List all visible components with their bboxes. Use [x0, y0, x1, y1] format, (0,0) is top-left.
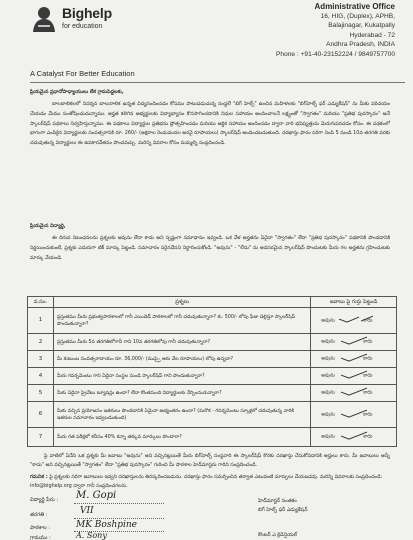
tick-mark-icon	[337, 369, 375, 381]
tick-mark-icon	[337, 430, 375, 442]
row-question: మీకు ఏదైనా ప్రైవేటు ట్యూషన్లు ఉందా? లేదా కొంతమంది విద్యార్థులకు నేర్పించుచున్నారా?	[53, 385, 310, 402]
school-field[interactable]: MK Boshpine	[76, 520, 138, 530]
col-header-answer: జవాబు పై గుర్తు పెట్టండి	[311, 297, 397, 308]
tick-mark-icon	[337, 335, 375, 347]
office-address	[276, 2, 395, 60]
table-row	[28, 351, 397, 368]
student-greeting: ప్రియమైన విద్యార్థి,	[30, 223, 66, 229]
row-number: 5	[28, 385, 54, 402]
student-name-field[interactable]: M. Gopi	[76, 490, 117, 501]
answer-yes[interactable]: అవును	[321, 318, 335, 323]
row-question: మీకు వచ్చిన ప్రయోజనం ఇతరులు పొందడానికి ఏమైనా అభ్యంతరం ఉందా? (మరొక - గవర్నమెంటు స్కూళ్లలో చదువుతున్న వారికి ఇతరుల సమాచారం ఇవ్వబడుతుంది)	[53, 402, 310, 428]
header-divider	[30, 82, 405, 83]
answer-no[interactable]: కాదు	[363, 373, 373, 379]
answer-yes[interactable]: అవును	[321, 412, 335, 417]
student-name-line	[74, 503, 164, 504]
class-field[interactable]: VII	[80, 506, 94, 516]
row-question: ప్రస్తుతము మీరు 5వ తరగతిలోగానీ గాని 10వ తరగతిలోపు గానీ చదువుతున్నారా?	[53, 334, 310, 351]
table-row	[28, 368, 397, 385]
phone-line: Phone : +91-40-23152224 / 9849757700	[276, 50, 395, 58]
row-number: 1	[28, 308, 54, 334]
answer-cell[interactable]	[311, 385, 397, 402]
brand-sub: for education	[62, 23, 103, 30]
answer-yes[interactable]: అవును	[321, 434, 335, 440]
row-question: మీరు గత పరీక్షలో కనీసం 40% కన్నా తక్కువ మార్కులు పొందారా?	[53, 428, 310, 447]
answer-no[interactable]: కాదు	[363, 412, 373, 417]
answer-no[interactable]: కాదు	[363, 356, 373, 362]
class-label: తరగతి :	[30, 512, 48, 518]
eligibility-table	[27, 296, 397, 447]
row-question: మీ కుటుంబ సంవత్సరాదాయం రూ. 36,000/- (ముప్పై ఆరు వేల రూపాయలు) లోపు ఉన్నదా?	[53, 351, 310, 368]
answer-no[interactable]: కాదు	[363, 339, 373, 345]
col-header-number: వ.సం.	[28, 297, 54, 308]
table-row	[28, 385, 397, 402]
table-row	[28, 308, 397, 334]
student-name-label: విద్యార్థి పేరు :	[30, 497, 59, 503]
row-number: 3	[28, 351, 54, 368]
answer-cell[interactable]	[311, 428, 397, 447]
village-field[interactable]: A. Sony	[76, 531, 107, 540]
brand-name: Bighelp	[62, 5, 112, 21]
row-number: 6	[28, 402, 54, 428]
intro-paragraph: బాలబాలికలలో నిదర్శన బాలురాలిక ఉన్నత విద్యనందించడం కోసము పాటుపడుచున్న సంస్థలే "బిగ్ హెల్ప్" ఉంచిన మహిళలకు "బిగ్‌హెల్ప్ ఫర్ ఎడ్యుకేషన్" ను మీకు పరిచయం చేయడం మేము సంతోషించుచున్నాము. అర్హత కలిగిన అభ్యర్థులకు విద్యాభ్యాసం కొనసాగించడానికి నిధుల సహాయం అందించాలనే లక్ష్యంతో "స్వాగతం" మరియు "ప్రతిభ పురస్కారం" అనే స్కాలర్‌షిప్ పథకాలు నిర్వహిస్తున్నాము. ఈ పథకాలు విద్యార్థుల ప్రతిభను ప్రోత్సహించడం మరియు ఆర్థిక సహాయం అందించడం ద్వారా వారి భవిష్యత్తును మెరుగుపరచడం కోసం. ఈ పథకంలో భాగంగా ఎంపికైన విద్యార్థులకు సంవత్సరానికి రూ. 260/- (అక్షరాల రెండువందల అరవై రూపాయలు) స్కాలర్‌షిప్ అందించబడుతుంది. దరఖాస్తు ఫారం సరిగా నింపి 5 నుండి 10వ తరగతి వరకు చదువుతున్న విద్యార్థులు ఈ ఉపకారవేతనం పొందవచ్చు. మరిన్ని వివరాల కోసం మమ్మల్ని సంప్రదించండి.	[30, 101, 390, 147]
tick-mark-icon	[337, 386, 375, 398]
address-line: Andhra Pradesh, INDIA	[326, 41, 395, 49]
answer-yes[interactable]: అవును	[321, 390, 335, 396]
contact-note: info@bighelp.org ద్వారా గానీ సంప్రదించగలరు.	[30, 483, 128, 489]
answer-cell[interactable]	[311, 308, 397, 334]
row-number: 2	[28, 334, 54, 351]
tick-mark-icon	[337, 314, 375, 326]
answer-cell[interactable]	[311, 402, 397, 428]
address-line: Balajinagar, Kukatpally	[328, 22, 395, 30]
answer-yes[interactable]: అవును	[321, 373, 335, 379]
class-line	[74, 518, 164, 519]
address-line: Hyderabad - 72	[349, 31, 395, 39]
tick-mark-icon	[337, 352, 375, 364]
officer-label: బిగ్ హెల్ప్ ఫర్ ఎడ్యుకేషన్	[258, 507, 308, 513]
row-number: 7	[28, 428, 54, 447]
table-header-row	[28, 297, 397, 308]
row-question: మీరు గవర్నమెంటు గాని ఏదైనా సంస్థల నుండి స్కాలర్‌షిప్ గాని పొందుతున్నారా?	[53, 368, 310, 385]
table-row	[28, 402, 397, 428]
table-row	[28, 334, 397, 351]
office-title: Administrative Office	[314, 2, 395, 11]
tick-mark-icon	[337, 408, 375, 420]
counter-signature-label: కౌంటర్ ఎ క్రెడెన్షియల్	[258, 532, 298, 538]
row-question: ప్రస్తుతము మీరు ప్రభుత్వపాఠశాలలో గానీ ఎయిడెడ్ పాఠశాలలో గానీ చదువుతున్నారా? కు. 500/- లోపు ఫీజు చెల్లిస్తూ స్కాలర్‌షిప్ పొందుతున్నారా?	[53, 308, 310, 334]
table-row	[28, 428, 397, 447]
village-label: గ్రామము :	[30, 535, 51, 540]
answer-no[interactable]: కాదు	[363, 434, 373, 440]
eligibility-note: పై వాటిలో ఏదేని ఒక ప్రశ్నకు మీ జవాబు "అవును" అని వచ్చినట్లయితే మీరు బిగ్‌హెల్ప్ సంస్థవారి ఈ స్కాలర్‌షిప్ కొరకు దరఖాస్తు చేసుకోవడానికి అర్హులు కారు. మీ జవాబులు అన్నీ "కాదు" అని వచ్చినట్లయితే "స్వాగతం" లేదా "ప్రతిభ పురస్కారం" గురించి మీ పాఠశాల హెడ్‌మాస్టరు గారిని సంప్రదించండి.	[30, 453, 390, 468]
note-label: గమనిక :	[30, 474, 48, 480]
row-number: 4	[28, 368, 54, 385]
answer-cell[interactable]	[311, 334, 397, 351]
answer-yes[interactable]: అవును	[321, 339, 335, 345]
address-line: 16, HIG, (Duplex), APHB,	[320, 12, 395, 20]
answer-no[interactable]: కాదు	[363, 390, 373, 396]
school-label: పాఠశాల :	[30, 525, 51, 531]
answer-cell[interactable]	[311, 368, 397, 385]
answer-cell[interactable]	[311, 351, 397, 368]
answer-no[interactable]: కాదు	[363, 318, 373, 323]
instructions-paragraph: ఈ దిగువ నిబంధనలను ప్రశ్నలకు అవును లేదా కాదు అని స్పష్టంగా సమాధానం ఇవ్వండి. ఒక వేళ అర్హతను ఏదైనా "స్వాగతం" లేదా "ప్రతిభ పురస్కారం" పథకానికి పొందడానికి నిర్ణయించుకుంటే, ప్రశ్నకు ఎదురుగా టిక్ మార్కు పెట్టండి. సమాచారం సరైనదేనని నిర్ధారించుకోండి. "అవును" - "లేదు" ను అవసరమైన స్కాలర్‌షిప్ పొందుటకు మీరు గల అర్హతను గ్రహించుటకు మార్కు వేయండి.	[30, 235, 390, 261]
tagline: A Catalyst For Better Education	[30, 69, 135, 78]
answer-yes[interactable]: అవును	[321, 356, 335, 362]
bighelp-logo	[30, 4, 150, 46]
headmaster-signature-label: హెడ్‌మాస్టర్ సంతకం	[258, 498, 297, 504]
note-text: పై ప్రశ్నలకు సరిగా జవాబులు ఇవ్వని దరఖాస్తులను తిరస్కరించబడును. దరఖాస్తు ఫారం సమర్పించిన తర్వాత ఎటువంటి మార్పులు చేయబడవు. మరిన్ని వివరాలకు సంప్రదించండి:	[49, 474, 383, 480]
logo-mark-icon	[30, 4, 58, 34]
greeting: ప్రియమైన ప్రధానోపాధ్యాయులు లేక గ్రామపెద్దలకు,	[30, 89, 124, 95]
col-header-questions: ప్రశ్నలు	[53, 297, 310, 308]
